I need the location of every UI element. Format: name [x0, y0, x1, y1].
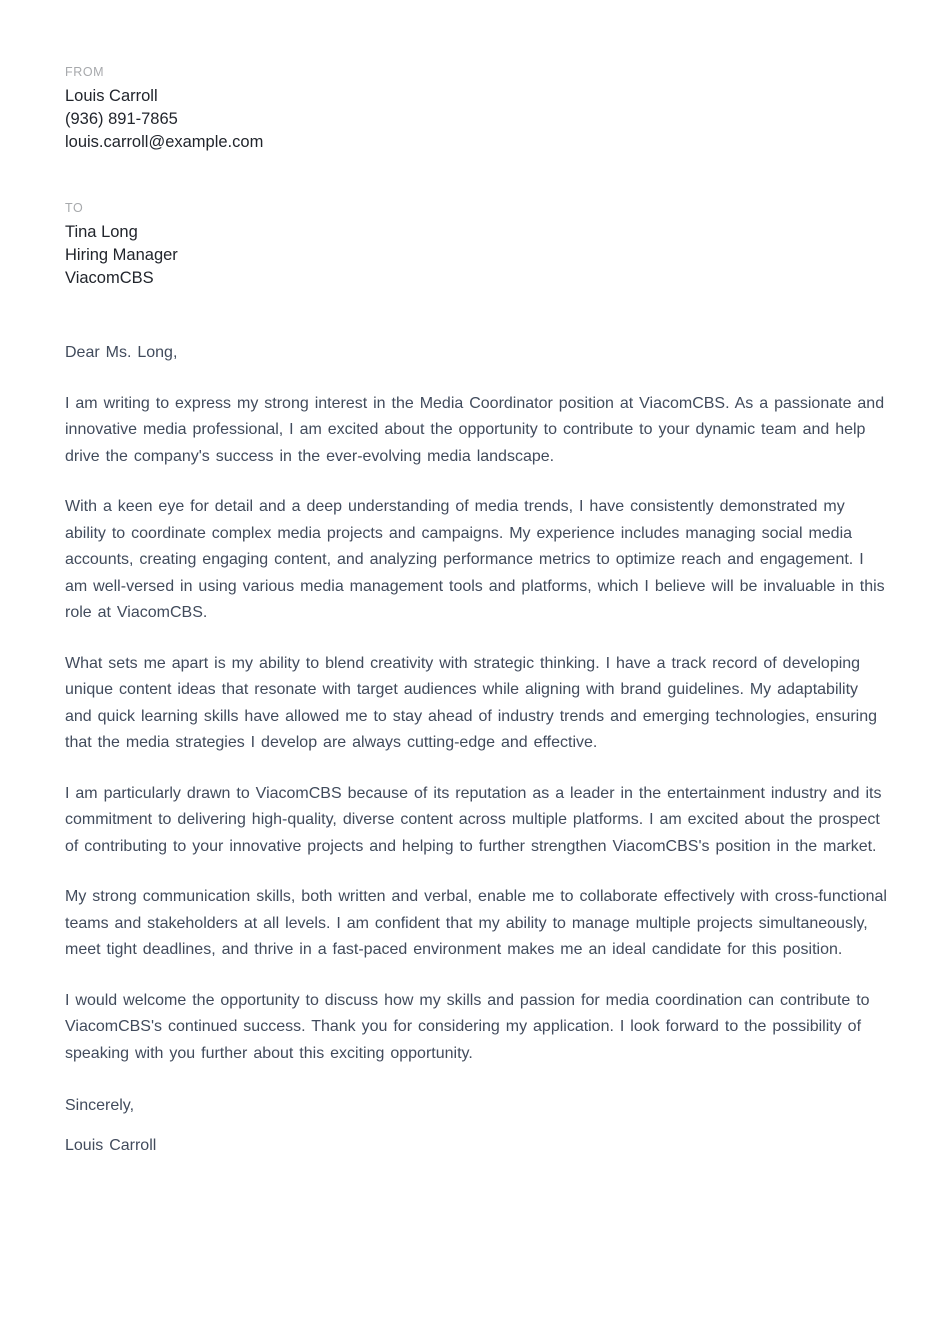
recipient-company: ViacomCBS: [65, 269, 154, 287]
recipient-block: [65, 200, 890, 290]
salutation: Dear Ms. Long,: [65, 344, 178, 361]
paragraph-call-to-action: I would welcome the opportunity to discuss how my skills and passion for media coordination can contribute to ViacomCBS's continued success. Thank you for considering my application. I look forward to the possibility of speaking with you further about this exciting opportunity.: [65, 991, 870, 1062]
recipient-name: Tina Long: [65, 223, 138, 241]
sender-block: [65, 64, 890, 154]
sender-name: Louis Carroll: [65, 87, 158, 105]
from-label: FROM: [65, 65, 105, 79]
paragraph-strengths: What sets me apart is my ability to blend creativity with strategic thinking. I have a track record of developing unique content ideas that resonate with target audiences while aligning with brand guidelines. My adaptability and quick learning skills have allowed me to stay ahead of industry trends and emerging technologies, ensuring that the media strategies I develop are always cutting-edge and effective.: [65, 654, 878, 751]
paragraph-skills: My strong communication skills, both written and verbal, enable me to collaborate effectively with cross-functional teams and stakeholders at all levels. I am confident that my ability to manage multiple projects simultaneously, meet tight deadlines, and thrive in a fast-paced environment makes me an ideal candidate for this position.: [65, 888, 887, 958]
signature-name: Louis Carroll: [65, 1136, 157, 1154]
closing: Sincerely,: [65, 1097, 135, 1114]
to-label: TO: [65, 201, 84, 215]
paragraph-company-fit: I am particularly drawn to ViacomCBS because of its reputation as a leader in the entertainment industry and its commitment to delivering high-quality, diverse content across multiple platforms. I am excited about the prospect of contributing to your innovative projects and helping to further strengthen ViacomCBS's position in the market.: [65, 784, 882, 855]
paragraph-intro: I am writing to express my strong interest in the Media Coordinator position at ViacomCBS. As a passionate and innovative media professional, I am excited about the opportunity to contribute to your dynamic team and help drive the company's success in the ever-evolving media landscape.: [65, 394, 885, 465]
recipient-title: Hiring Manager: [65, 246, 178, 264]
letter-body: [65, 340, 890, 1159]
sender-phone: (936) 891-7865: [65, 110, 178, 128]
sender-email: louis.carroll@example.com: [65, 133, 264, 151]
paragraph-experience: With a keen eye for detail and a deep understanding of media trends, I have consistently demonstrated my ability to coordinate complex media projects and campaigns. My experience includes managing social media accounts, creating engaging content, and analyzing performance metrics to optimize reach and engagement. I am well-versed in using various media management tools and platforms, which I believe will be invaluable in this role at ViacomCBS.: [65, 498, 885, 621]
